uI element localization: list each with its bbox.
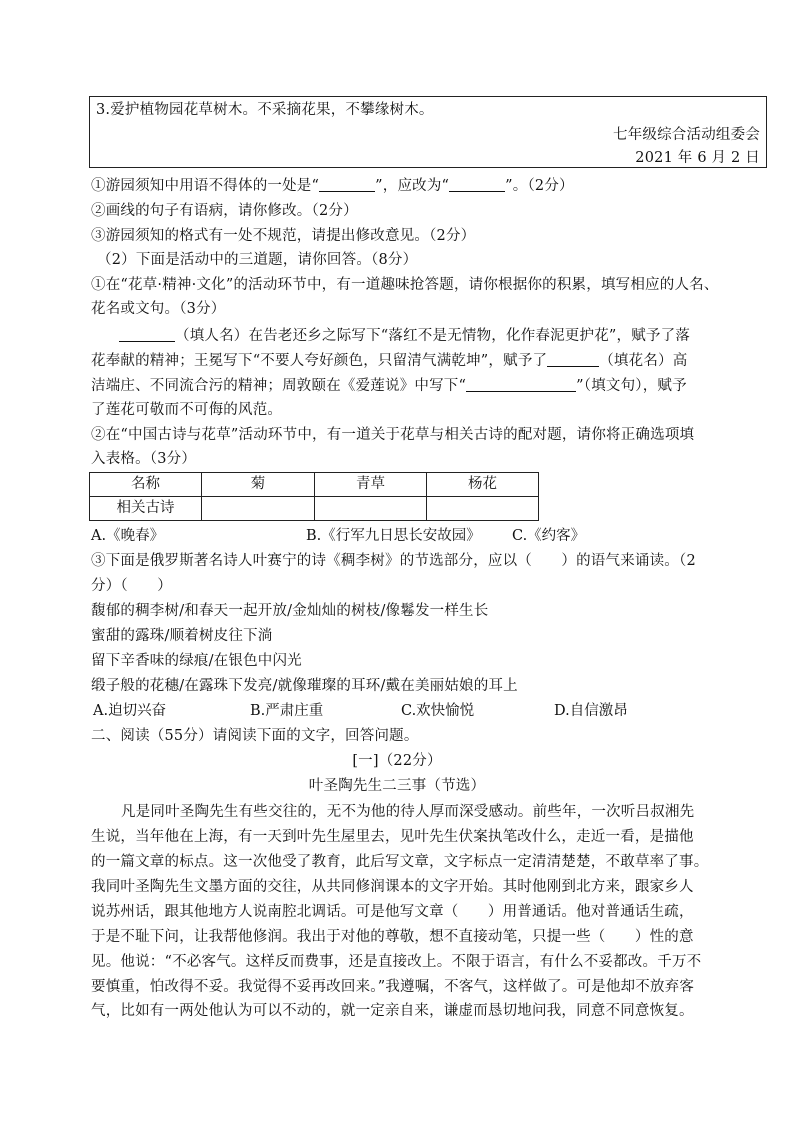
poem-verse-4: 缎子般的花穗/在露珠下发亮/就像璀璨的耳环/戴在美丽姑娘的耳上 — [91, 678, 518, 694]
question-1-text-b: ”，应改为“ — [375, 178, 450, 194]
table-row — [90, 497, 539, 521]
option-c: C.欢快愉悦 — [401, 703, 475, 719]
table-header-cell: 杨花 — [427, 473, 539, 497]
part-2-title: （2）下面是活动中的三道题，请你回答。（8分） — [97, 252, 418, 268]
table-header-cell: 菊 — [202, 473, 315, 497]
table-header-cell: 青草 — [315, 473, 427, 497]
question-1-text-a: ①游园须知中用语不得体的一处是“ — [91, 178, 320, 194]
question-2: ②画线的句子有语病，请你修改。（2分） — [91, 203, 358, 219]
answer-blank[interactable] — [319, 177, 375, 192]
poem-verse-1: 馥郁的稠李树/和春天一起开放/金灿灿的树枝/像鬈发一样生长 — [91, 603, 489, 619]
part-2-q1-line-2: 花名或文句。（3分） — [91, 301, 226, 317]
article-title: 叶圣陶先生二三事（节选） — [308, 778, 486, 794]
paragraph-line: 生说，当年他在上海，有一天到叶先生屋里去，见叶先生伏案执笔改什么，走近一看，是描他 — [91, 829, 694, 845]
paragraph-line: 说苏州话，跟其他地方人说南腔北调话。可是他写文章（ ）用普通话。他对普通话生疏， — [91, 904, 694, 920]
part-2-q1-line-1: ①在“花草·精神·文化”的活动环节中，有一道趣味抢答题，请你根据你的积累，填写相应的人名、 — [91, 277, 719, 293]
part-2-q2-line-2: 入表格。（3分） — [91, 451, 197, 467]
paragraph-line: 的一篇文章的标点。这一次他受了教育，此后写文章，文字标点一定清清楚楚，不敢草率了事。 — [91, 854, 709, 870]
paragraph-line: 我同叶圣陶先生文墨方面的交往，从共同修润课本的文字开始。其时他刚到北方来，跟家乡人 — [91, 879, 694, 895]
fill-line-2-text-a: 花奉献的精神；王冕写下“不要人夸好颜色，只留清气满乾坤”，赋予了 — [91, 353, 548, 369]
poem-question-line-1: ③下面是俄罗斯著名诗人叶赛宁的诗《稠李树》的节选部分，应以（ ）的语气来诵读。（2 — [91, 553, 696, 569]
option-b: B.严肃庄重 — [250, 703, 324, 719]
paragraph-line: 凡是同叶圣陶先生有些交往的，无不为他的待人厚而深受感动。前些年，一次听吕叔湘先 — [121, 804, 695, 820]
fill-line-1-text: （填人名）在告老还乡之际写下“落红不是无情物，化作春泥更护花”，赋予了落 — [175, 328, 691, 344]
table-header-row — [90, 473, 539, 497]
option-a: A.迫切兴奋 — [93, 703, 167, 719]
poem-verse-2: 蜜甜的露珠/顺着树皮往下淌 — [91, 628, 273, 644]
notice-date: 2021 年 6 月 2 日 — [635, 150, 760, 166]
answer-cell[interactable] — [315, 497, 427, 521]
answer-cell[interactable] — [427, 497, 539, 521]
fill-line-3-text-a: 洁端庄、不同流合污的精神；周敦颐在《爱莲说》中写下“ — [91, 378, 467, 394]
paragraph-line: 见。他说：“不必客气。这样反而费事，还是直接改上。不限于语言，有什么不妥都改。千万不 — [91, 954, 702, 970]
fill-line-2 — [91, 351, 687, 371]
section-2-subheading: [一]（22分） — [352, 753, 442, 769]
fill-line-3-text-b: ”（填文句），赋予 — [576, 378, 687, 394]
option-d: D.自信激昂 — [554, 703, 628, 719]
poem-verse-3: 留下辛香味的绿痕/在银色中闪光 — [91, 653, 302, 669]
paragraph-line: 气，比如有一两处他认为可以不动的，就一定亲自来，谦虚而恳切地问我，同意不同意恢复。 — [91, 1003, 694, 1019]
paragraph-line: 要慎重，怕改得不妥。我觉得不妥再改回来。”我遵嘱，不客气，这样做了。可是他却不放弃客 — [91, 979, 695, 995]
answer-blank[interactable] — [547, 352, 599, 367]
fill-line-3 — [91, 376, 687, 396]
poem-question-line-2: 分）（ ） — [91, 578, 172, 594]
part-2-q2-line-1: ②在“中国古诗与花草”活动环节中，有一道关于花草与相关古诗的配对题，请你将正确选项填 — [91, 427, 695, 443]
question-1 — [91, 176, 574, 196]
paragraph-line: 于是不耻下问，让我帮他修润。我出于对他的尊敬，想不直接动笔，只提一些（ ）性的意 — [91, 929, 694, 945]
question-1-text-c: ”。（2分） — [505, 178, 574, 194]
question-3: ③游园须知的格式有一处不规范，请提出修改意见。（2分） — [91, 228, 476, 244]
table-row-label: 相关古诗 — [90, 497, 202, 521]
notice-signer: 七年级综合活动组委会 — [613, 127, 760, 143]
option-b: B.《行军九日思长安故园》 — [306, 528, 481, 544]
poem-matching-table — [89, 472, 539, 521]
notice-rule-3: 3.爱护植物园花草树木。不采摘花果，不攀缘树木。 — [96, 102, 434, 118]
fill-line-4: 了莲花可敬而不可侮的风范。 — [91, 402, 283, 418]
answer-cell[interactable] — [202, 497, 315, 521]
answer-blank[interactable] — [466, 377, 576, 392]
section-2-heading: 二、阅读（55分）请阅读下面的文字，回答问题。 — [91, 728, 419, 744]
answer-blank[interactable] — [449, 177, 505, 192]
answer-blank[interactable] — [119, 327, 175, 342]
table-header-cell: 名称 — [90, 473, 202, 497]
fill-line-2-text-b: （填花名）高 — [599, 353, 688, 369]
option-c: C.《约客》 — [512, 528, 586, 544]
fill-line-1 — [119, 326, 690, 346]
option-a: A.《晚春》 — [91, 528, 165, 544]
